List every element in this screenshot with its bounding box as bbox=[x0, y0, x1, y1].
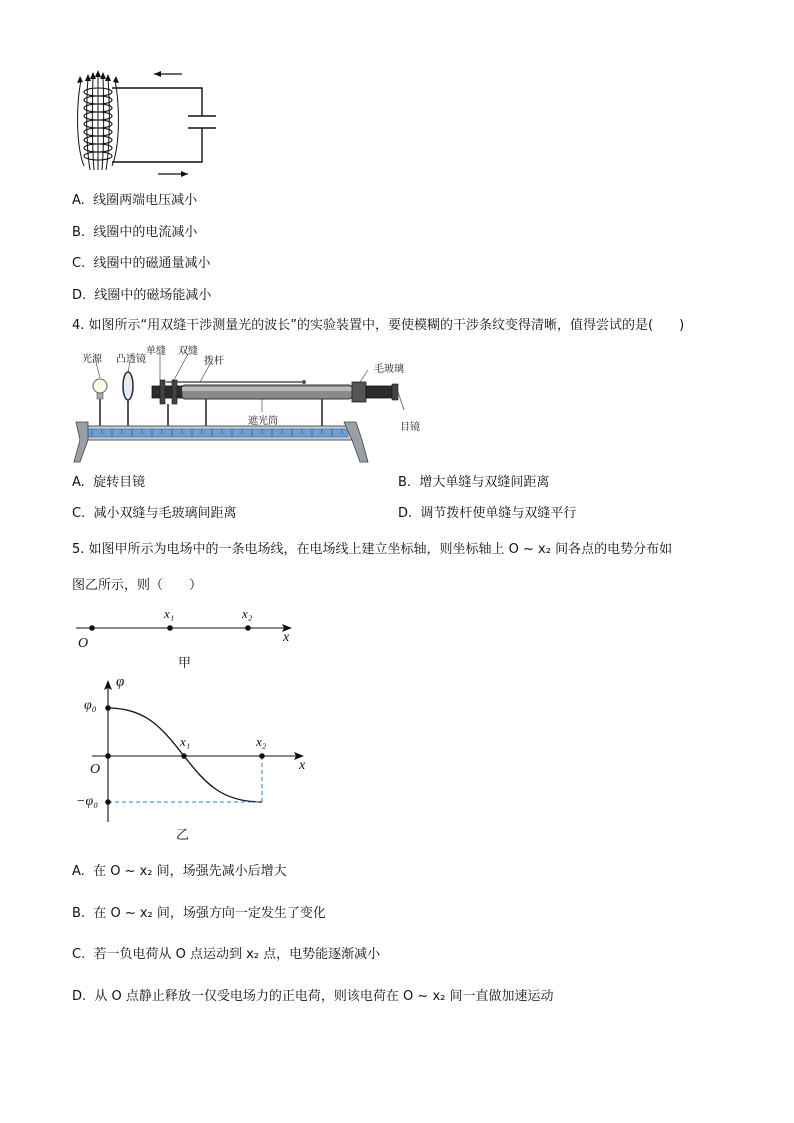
label-frosted-glass: 毛玻璃 bbox=[374, 364, 404, 375]
jia-caption: 甲 bbox=[178, 656, 192, 671]
option-letter: B. bbox=[72, 906, 86, 921]
yi-caption: 乙 bbox=[176, 828, 190, 843]
yi-x2-label: x₂ bbox=[256, 734, 267, 749]
option-text: 线圈中的磁场能减小 bbox=[94, 288, 212, 303]
option-text: 在 O ~ x₂ 间，场强方向一定发生了变化 bbox=[93, 906, 326, 921]
double-slit-apparatus-figure bbox=[72, 340, 432, 468]
option-letter: D. bbox=[72, 989, 87, 1004]
label-double-slit: 双缝 bbox=[178, 346, 198, 357]
q5-option-c bbox=[72, 947, 380, 963]
jia-x1-label: x₁ bbox=[164, 606, 175, 621]
option-text: 线圈中的磁通量减小 bbox=[93, 256, 211, 271]
option-letter: D. bbox=[398, 506, 413, 521]
option-letter: C. bbox=[72, 947, 86, 962]
option-text: 若一负电荷从 O 点运动到 x₂ 点，电势能逐渐减小 bbox=[93, 947, 381, 962]
yi-origin-label: O bbox=[90, 762, 101, 777]
q4-stem: 4. 如图所示“用双缝干涉测量光的波长”的实验装置中，要使模糊的干涉条纹变得清晰，值得尝试的是( ) bbox=[72, 318, 685, 333]
q3-option-d bbox=[72, 288, 211, 304]
option-text: 线圈两端电压减小 bbox=[93, 193, 198, 208]
q5-option-d bbox=[72, 989, 553, 1005]
yi-phi-label: φ bbox=[116, 674, 125, 690]
label-light-source: 光源 bbox=[82, 354, 102, 365]
label-single-slit: 单缝 bbox=[146, 346, 166, 357]
q4-option-a bbox=[72, 475, 145, 491]
yi-neg-phi0-label: −φ₀ bbox=[76, 794, 99, 809]
option-text: 调节拨杆使单缝与双缝平行 bbox=[420, 506, 577, 521]
option-letter: A. bbox=[72, 864, 85, 879]
q3-option-a bbox=[72, 193, 197, 209]
yi-axis-label: x bbox=[299, 758, 306, 773]
option-letter: B. bbox=[72, 225, 86, 240]
label-convex-lens: 凸透镜 bbox=[116, 354, 146, 365]
option-text: 减小双缝与毛玻璃间距离 bbox=[93, 506, 237, 521]
option-letter: C. bbox=[72, 256, 86, 271]
q3-option-c bbox=[72, 256, 211, 272]
option-letter: C. bbox=[72, 506, 86, 521]
option-text: 旋转目镜 bbox=[93, 475, 146, 490]
q5-option-b bbox=[72, 906, 326, 922]
q4-option-b bbox=[398, 475, 549, 491]
label-lever: 拨杆 bbox=[204, 356, 224, 367]
figure-jia bbox=[72, 600, 312, 672]
option-letter: B. bbox=[398, 475, 412, 490]
q4-option-c bbox=[72, 506, 237, 522]
label-tube: 遮光筒 bbox=[248, 416, 278, 427]
label-eyepiece: 目镜 bbox=[400, 422, 420, 433]
q4-option-d bbox=[398, 506, 576, 522]
jia-x2-label: x₂ bbox=[242, 606, 253, 621]
q5-stem-line1: 5. 如图甲所示为电场中的一条电场线，在电场线上建立坐标轴，则坐标轴上 O ~ x₂ 间各点的电势分布如 bbox=[72, 542, 673, 557]
yi-phi0-label: φ₀ bbox=[84, 698, 97, 713]
q5-stem-line2: 图乙所示，则（ ） bbox=[72, 578, 203, 593]
jia-origin-label: O bbox=[78, 636, 89, 651]
q3-option-b bbox=[72, 225, 197, 241]
option-text: 增大单缝与双缝间距离 bbox=[419, 475, 550, 490]
yi-x1-label: x₁ bbox=[180, 734, 191, 749]
jia-axis-label: x bbox=[283, 630, 290, 645]
option-text: 从 O 点静止释放一仅受电场力的正电荷，则该电荷在 O ~ x₂ 间一直做加速运动 bbox=[94, 989, 554, 1004]
option-letter: D. bbox=[72, 288, 87, 303]
option-text: 线圈中的电流减小 bbox=[93, 225, 198, 240]
q5-option-a bbox=[72, 864, 287, 880]
option-letter: A. bbox=[72, 193, 85, 208]
option-letter: A. bbox=[72, 475, 85, 490]
option-text: 在 O ~ x₂ 间，场强先减小后增大 bbox=[93, 864, 287, 879]
figure-yi bbox=[72, 672, 322, 848]
lc-circuit-figure bbox=[72, 66, 232, 178]
